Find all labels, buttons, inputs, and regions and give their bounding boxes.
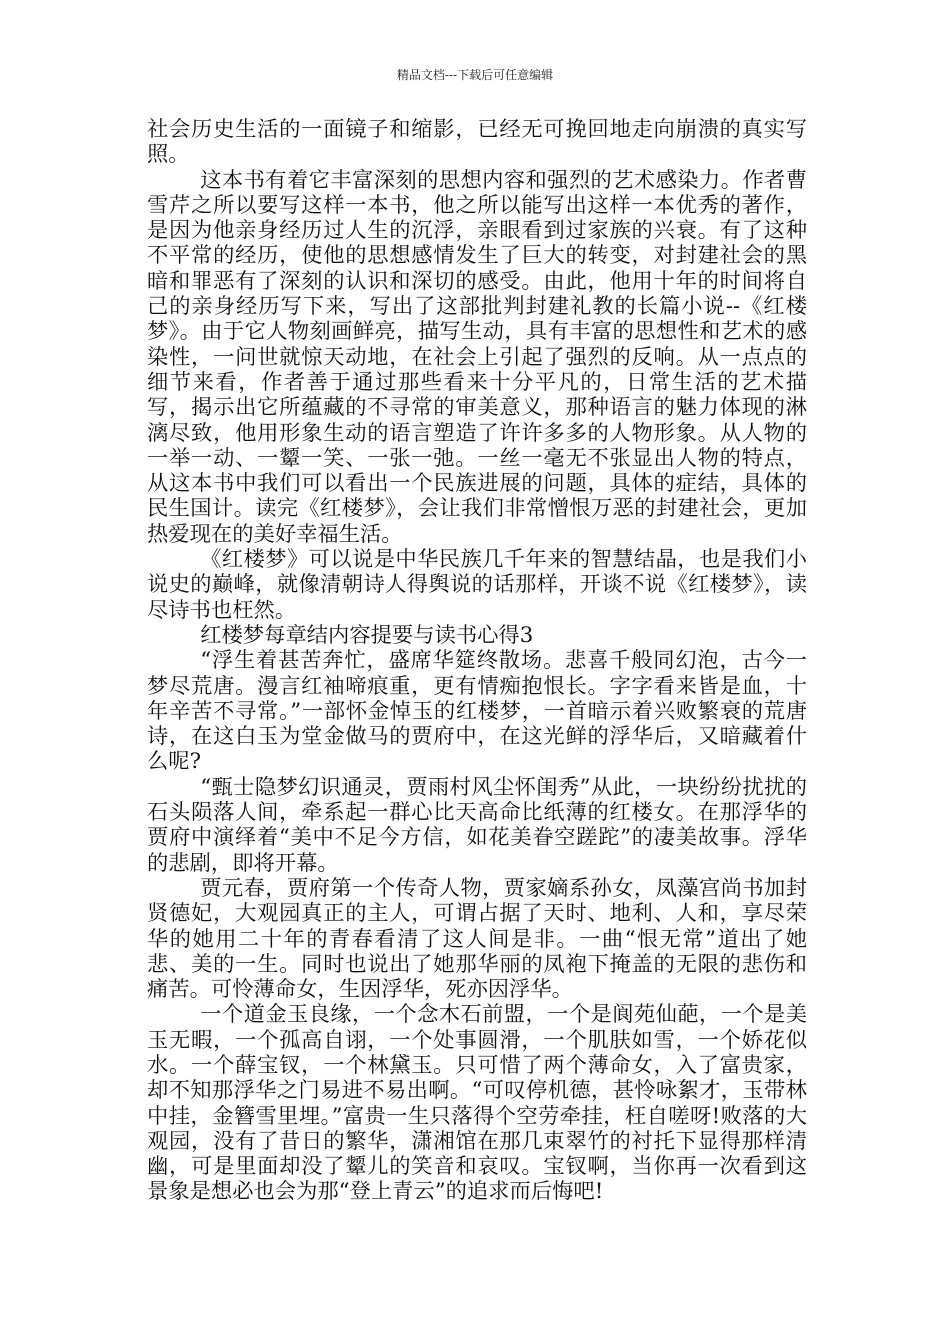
paragraph-2: 这本书有着它丰富深刻的思想内容和强烈的艺术感染力。作者曹雪芹之所以要写这样一本书，他之所以能写出这样一本优秀的著作，是因为他亲身经历过人生的沉浮，亲眼看到过家族的兴衰。有了这种不平常的经历，使他的思想感情发生了巨大的转变，对封建社会的黑暗和罪恶有了深刻的认识和深切的感受。由此，他用十年的时间将自己的亲身经历写下来，写出了这部批判封建礼教的长篇小说--《红楼梦》。由于它人物刻画鲜亮，描写生动，具有丰富的思想性和艺术的感染性，一问世就惊天动地，在社会上引起了强烈的反响。从一点点的细节来看，作者善于通过那些看来十分平凡的，日常生活的艺术描写，揭示出它所蕴藏的不寻常的审美意义，那种语言的魅力体现的淋漓尽致，他用形象生动的语言塑造了许许多多的人物形象。从人物的一举一动、一颦一笑、一张一弛。一丝一毫无不张显出人物的特点，从这本书中我们可以看出一个民族进展的问题，具体的症结，具体的民生国计。读完《红楼梦》，会让我们非常憎恨万恶的封建社会，更加热爱现在的美好幸福生活。 [147,167,807,547]
paragraph-6: 贾元春，贾府第一个传奇人物，贾家嫡系孙女，凤藻宫尚书加封贤德妃，大观园真正的主人，可谓占据了天时、地利、人和，享尽荣华的她用二十年的青春看清了这人间是非。一曲“恨无常”道出了她悲、美的一生。同时也说出了她那华丽的凤袍下掩盖的无限的悲伤和痛苦。可怜薄命女，生因浮华，死亦因浮华。 [147,875,807,1003]
paragraph-4: “浮生着甚苦奔忙，盛席华筵终散场。悲喜千般同幻泡，古今一梦尽荒唐。漫言红袖啼痕重，更有情痴抱恨长。字字看来皆是血，十年辛苦不寻常。”一部怀金悼玉的红楼梦，一首暗示着兴败繁衰的荒唐诗，在这白玉为堂金做马的贾府中，在这光鲜的浮华后，又暗藏着什么呢? [147,648,807,775]
document-body [147,117,807,1205]
section-heading: 红楼梦每章结内容提要与读书心得3 [200,622,534,648]
paragraph-7: 一个道金玉良缘，一个念木石前盟，一个是阆苑仙葩，一个是美玉无暇，一个孤高自诩，一个处事圆滑，一个肌肤如雪，一个娇花似水。一个薛宝钗，一个林黛玉。只可惜了两个薄命女，入了富贵家，却不知那浮华之门易进不易出啊。“可叹停机德，甚怜咏絮才，玉带林中挂，金簪雪里埋。”富贵一生只落得个空劳牵挂，枉自嗟呀!败落的大观园，没有了昔日的繁华，潇湘馆在那几束翠竹的衬托下显得那样清幽，可是里面却没了颦儿的笑音和哀叹。宝钗啊，当你再一次看到这景象是想必也会为那“登上青云”的追求而后悔吧! [147,1002,807,1205]
paragraph-5: “甄士隐梦幻识通灵，贾雨村风尘怀闺秀”从此，一块纷纷扰扰的石头陨落人间，牵系起一群心比天高命比纸薄的红楼女。在那浮华的贾府中演绎着“美中不足今方信，如花美眷空蹉跎”的凄美故事。浮华的悲剧，即将开幕。 [147,774,807,876]
page-header: 精品文档---下载后可任意编辑 [396,68,554,82]
paragraph-1: 社会历史生活的一面镜子和缩影，已经无可挽回地走向崩溃的真实写照。 [147,117,807,168]
paragraph-3: 《红楼梦》可以说是中华民族几千年来的智慧结晶，也是我们小说史的巅峰，就像清朝诗人得舆说的话那样，开谈不说《红楼梦》，读尽诗书也枉然。 [147,547,807,623]
